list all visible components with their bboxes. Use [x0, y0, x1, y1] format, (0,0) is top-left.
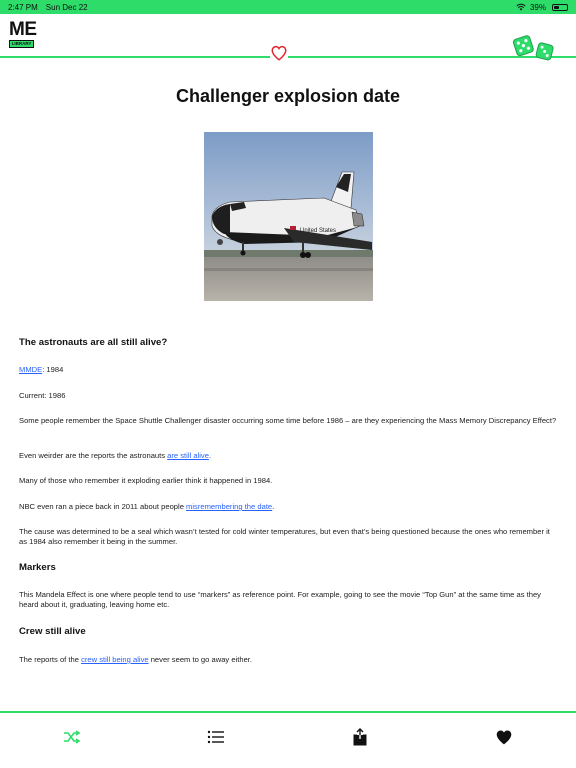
section-heading-astronauts: The astronauts are all still alive? — [19, 337, 168, 348]
paragraph-5: The cause was determined to be a seal which wasn’t tested for cold winter temperatures, but even that’s being questioned because the ones who remember it as 1984 also remember it being in the summer. — [19, 527, 550, 546]
paragraph-7-end: never seem to go away either. — [148, 655, 253, 664]
battery-percent: 39% — [529, 2, 546, 12]
share-icon[interactable] — [349, 727, 371, 747]
logo-subtitle: LIBRARY — [9, 40, 34, 48]
crew-alive-link[interactable]: crew still being alive — [81, 655, 149, 664]
section-heading-markers: Markers — [19, 562, 56, 573]
status-bar — [0, 0, 576, 14]
shuffle-icon[interactable] — [61, 727, 83, 747]
app-header — [0, 14, 576, 60]
status-time: 2:47 PM — [8, 2, 38, 12]
paragraph-7 — [19, 655, 559, 665]
favorite-heart-icon[interactable] — [270, 44, 288, 62]
wifi-icon — [516, 3, 526, 11]
mmde-value: : 1984 — [42, 365, 64, 374]
list-icon[interactable] — [205, 727, 227, 747]
paragraph-2-end: . — [208, 451, 212, 460]
favorites-heart-icon[interactable] — [493, 727, 515, 747]
paragraph-4-end: . — [272, 502, 275, 511]
mmde-line — [19, 365, 559, 375]
random-dice-icon[interactable] — [512, 32, 556, 64]
article-title: Challenger explosion date — [175, 86, 401, 106]
current-line: Current: 1986 — [19, 391, 66, 400]
still-alive-link[interactable]: are still alive — [167, 451, 209, 460]
mmde-link[interactable]: MMDE — [19, 365, 43, 374]
paragraph-7-text: The reports of the — [19, 655, 82, 664]
section-heading-crew: Crew still alive — [19, 626, 86, 637]
status-date: Sun Dec 22 — [45, 2, 88, 12]
paragraph-1: Some people remember the Space Shuttle Challenger disaster occurring some time before 1986 – are they experiencing the Mass Memory Discrepancy Effect? — [19, 416, 557, 425]
paragraph-3: Many of those who remember it exploding earlier think it happened in 1984. — [19, 476, 273, 485]
logo-text: ME — [9, 19, 37, 40]
paragraph-4 — [19, 502, 559, 512]
paragraph-4-text: NBC even ran a piece back in 2011 about people — [19, 502, 187, 511]
paragraph-2 — [19, 451, 559, 461]
misremembering-link[interactable]: misremembering the date — [186, 502, 273, 511]
me-library-logo[interactable] — [9, 21, 35, 48]
svg-text:United States: United States — [300, 228, 337, 234]
bottom-tab-bar — [0, 711, 576, 768]
paragraph-2-text: Even weirder are the reports the astronauts — [19, 451, 168, 460]
battery-icon — [552, 4, 568, 11]
header-divider — [0, 56, 576, 58]
paragraph-6: This Mandela Effect is one where people tend to use “markers” as reference point. For example, going to see the movie “Top Gun” at the same time as they heard about it, graduating, leaving home etc. — [19, 590, 541, 609]
shuttle-photo — [204, 132, 373, 301]
